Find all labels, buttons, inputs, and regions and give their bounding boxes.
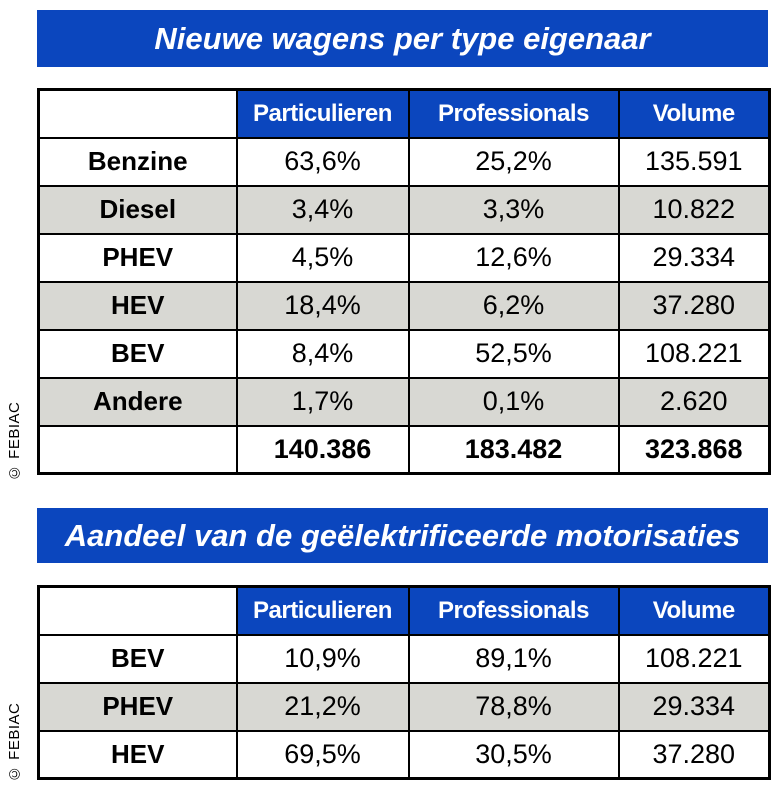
- table-row-andere: [39, 378, 770, 426]
- table1-header-particulieren: Particulieren: [237, 90, 409, 138]
- table1-header-volume: Volume: [619, 90, 770, 138]
- cell-professionals: 78,8%: [409, 683, 619, 731]
- table1-header-professionals: Professionals: [409, 90, 619, 138]
- row-label: Diesel: [39, 186, 237, 234]
- cell-professionals: 30,5%: [409, 731, 619, 779]
- table-row-benzine: [39, 138, 770, 186]
- cell-volume: 135.591: [619, 138, 770, 186]
- table1-corner-cell: [39, 90, 237, 138]
- table2-electrified-share: [37, 585, 771, 780]
- table-row-phev: [39, 234, 770, 282]
- row-label: Andere: [39, 378, 237, 426]
- cell-professionals: 52,5%: [409, 330, 619, 378]
- cell-volume: 29.334: [619, 234, 770, 282]
- cell-total-volume: 323.868: [619, 426, 770, 474]
- cell-particulieren: 1,7%: [237, 378, 409, 426]
- table1-new-cars-by-owner-type: [37, 88, 771, 475]
- cell-professionals: 3,3%: [409, 186, 619, 234]
- cell-professionals: 12,6%: [409, 234, 619, 282]
- table-row-phev-share: [39, 683, 770, 731]
- table-row-diesel: [39, 186, 770, 234]
- cell-volume: 37.280: [619, 731, 770, 779]
- cell-volume: 2.620: [619, 378, 770, 426]
- row-label: BEV: [39, 330, 237, 378]
- cell-particulieren: 18,4%: [237, 282, 409, 330]
- table2-title: Aandeel van de geëlektrificeerde motorisaties: [64, 517, 741, 553]
- row-label: BEV: [39, 635, 237, 683]
- table2-corner-cell: [39, 587, 237, 635]
- cell-particulieren: 10,9%: [237, 635, 409, 683]
- row-label: PHEV: [39, 234, 237, 282]
- cell-particulieren: 69,5%: [237, 731, 409, 779]
- table2-header-professionals: Professionals: [409, 587, 619, 635]
- cell-professionals: 6,2%: [409, 282, 619, 330]
- cell-particulieren: 63,6%: [237, 138, 409, 186]
- row-label: PHEV: [39, 683, 237, 731]
- table2-header-volume: Volume: [619, 587, 770, 635]
- cell-professionals: 0,1%: [409, 378, 619, 426]
- cell-volume: 108.221: [619, 635, 770, 683]
- table1-title-banner: [37, 10, 768, 67]
- table2-header-row: [39, 587, 770, 635]
- table-row-bev: [39, 330, 770, 378]
- table1-header-row: [39, 90, 770, 138]
- cell-volume: 29.334: [619, 683, 770, 731]
- cell-particulieren: 21,2%: [237, 683, 409, 731]
- cell-particulieren: 4,5%: [237, 234, 409, 282]
- table-row-hev: [39, 282, 770, 330]
- table-row-total: [39, 426, 770, 474]
- cell-particulieren: 8,4%: [237, 330, 409, 378]
- cell-particulieren: 3,4%: [237, 186, 409, 234]
- cell-total-particulieren: 140.386: [237, 426, 409, 474]
- febiac-copyright-watermark: © FEBIAC: [6, 401, 23, 481]
- febiac-copyright-watermark: © FEBIAC: [6, 702, 23, 782]
- table-row-hev-share: [39, 731, 770, 779]
- cell-volume: 108.221: [619, 330, 770, 378]
- table2-header-particulieren: Particulieren: [237, 587, 409, 635]
- table1-title: Nieuwe wagens per type eigenaar: [154, 20, 651, 56]
- table-row-bev-share: [39, 635, 770, 683]
- cell-volume: 37.280: [619, 282, 770, 330]
- cell-total-professionals: 183.482: [409, 426, 619, 474]
- cell-professionals: 25,2%: [409, 138, 619, 186]
- table2-title-banner: [37, 508, 768, 563]
- row-label: HEV: [39, 731, 237, 779]
- row-label: [39, 426, 237, 474]
- row-label: HEV: [39, 282, 237, 330]
- cell-volume: 10.822: [619, 186, 770, 234]
- row-label: Benzine: [39, 138, 237, 186]
- cell-professionals: 89,1%: [409, 635, 619, 683]
